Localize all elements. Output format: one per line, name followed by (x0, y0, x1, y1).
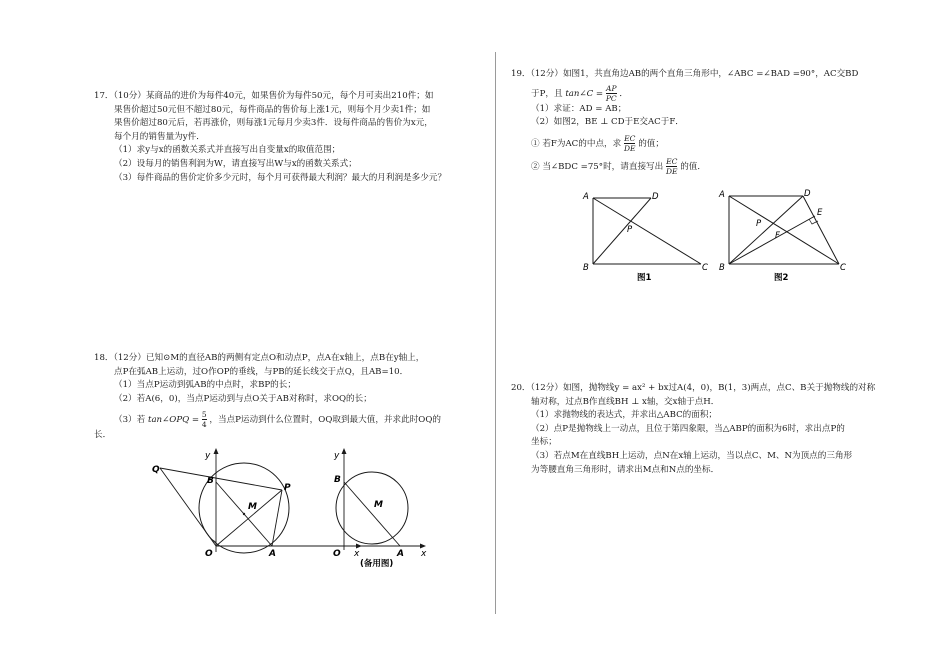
label-p: P (627, 225, 633, 235)
p20-sub-2: （2）点P是抛物线上一动点，且位于第四象限，当△ABP的面积为6时，求出点P的 (531, 423, 845, 434)
label-c: C (840, 263, 846, 273)
label-b: B (583, 263, 589, 273)
label-b: B (719, 263, 725, 273)
label-f: F (775, 231, 780, 241)
p19-sub-2-2 (511, 157, 903, 176)
p18-line-2: 点P在弧AB上运动，过O作OP的垂线，与PB的延长线交于点Q，且AB=10． (114, 366, 409, 377)
p19-fraction-ec-de-2 (666, 157, 678, 176)
p19-line-1: 19．（12分）如图1，共直角边AB的两个直角三角形中，∠ABC =∠BAD =90°，AC交BD (511, 69, 859, 79)
label-c: C (702, 263, 708, 273)
label-e: E (817, 208, 823, 218)
p18-figure-backup (330, 446, 430, 570)
p20-line-2: 轴对称，过点B作直线BH ⊥ x轴，交x轴于点H． (531, 396, 720, 407)
label-y: y (334, 451, 340, 461)
p18-sub-2: （2）若A(6，0)，当点P运动到与点O关于AB对称时，求OQ的长； (114, 393, 372, 404)
problem-18 (94, 352, 486, 443)
p19-frac-den: PC (605, 93, 617, 103)
figure-1-caption: 图1 (637, 273, 652, 282)
label-a: A (269, 549, 276, 559)
p17-line-1: 17．（10分）某商品的进价为每件40元，如果售价为每件50元，每个月可卖出210件；如 (94, 91, 434, 101)
p20-sub-1: （1）求抛物线的表达式，并求出△ABC的面积； (531, 410, 718, 421)
p19-sub22-prefix: ② 当∠BDC =75°时，请直接写出 (531, 161, 664, 172)
label-d: D (652, 192, 659, 202)
circle-m (336, 472, 408, 544)
p19-line2-math: tan∠C = (565, 88, 604, 99)
label-x: x (354, 549, 360, 559)
p18-sub3-fraction (202, 410, 207, 429)
p19-frac-num: AP (606, 83, 617, 93)
label-d: D (804, 189, 811, 199)
p18-sub-1: （1）当点P运动到弧AB的中点时，求BP的长； (114, 380, 296, 391)
label-p: P (756, 219, 762, 229)
p17-sub-2: （2）设每月的销售利润为W，请直接写出W与x的函数关系式； (114, 158, 357, 169)
problem-20 (511, 382, 903, 477)
label-a: A (719, 190, 725, 200)
segment-bd (729, 196, 803, 264)
problem-17 (94, 90, 486, 185)
p19-sub-2-1 (511, 134, 903, 153)
figure-2-caption: 图2 (774, 273, 789, 282)
p20-sub-2-cont: 坐标； (531, 437, 557, 448)
problem-19 (511, 68, 903, 176)
p20-sub-3: （3）若点M在直线BH上运动，点N在x轴上运动，当以点C、M、N为顶点的三角形 (531, 450, 853, 461)
segment-be (729, 216, 815, 264)
p20-line-1: 20．（12分）如图，抛物线y = ax² + bx过A(4，0)，B(1，3)两点，点C、B关于抛物线的对称 (511, 383, 876, 393)
p18-sub3-prefix: （3）若 (114, 415, 146, 426)
point-m (243, 513, 245, 515)
segment-dc (803, 196, 839, 264)
label-m: M (248, 502, 257, 512)
p17-line-2: 果售价超过50元但不超过80元，每件商品的售价每上涨1元，则每个月少卖1件；如 (114, 104, 431, 115)
label-b: B (207, 476, 214, 486)
segment-ab (344, 482, 400, 546)
p19-sub21-prefix: ① 若F为AC的中点，求 (531, 138, 622, 149)
p19-frac1-num: EC (624, 133, 636, 143)
label-p: P (284, 483, 291, 493)
p19-line2-suffix: ． (619, 88, 629, 99)
p19-frac2-num: EC (666, 156, 678, 166)
p17-line-4: 每个月的销售量为y件． (114, 131, 205, 142)
segment-pa (272, 490, 282, 546)
p18-frac-num: 5 (201, 410, 207, 420)
segment-op (216, 490, 282, 546)
label-q: Q (152, 465, 160, 475)
p19-sub22-suffix: 的值． (680, 161, 706, 172)
p19-frac1-den: DE (623, 143, 636, 153)
segment-ac (729, 196, 839, 264)
p19-sub21-suffix: 的值； (638, 138, 664, 149)
figure-caption: (备用图) (360, 559, 394, 569)
p20-sub-3-cont: 为等腰直角三角形时，请求出M点和N点的坐标． (531, 464, 720, 475)
p17-sub-3: （3）每件商品的售价定价多少元时，每个月可获得最大利润？最大的月利润是多少元？ (114, 172, 447, 183)
p18-sub3-suffix: ，当点P运动到什么位置时，OQ取到最大值，并求此时OQ的 (209, 415, 441, 426)
p18-line-1: 18．（12分）已知⊙M的直径AB的两侧有定点O和动点P，点A在x轴上，点B在y轴上， (94, 353, 425, 363)
segment-ac (593, 198, 701, 264)
label-m: M (374, 500, 383, 510)
p19-fraction-ec-de-1 (624, 134, 636, 153)
label-o: O (205, 549, 213, 559)
p18-sub3-math: tan∠OPQ = (147, 415, 200, 426)
p17-line-3: 果售价超过80元后，若再涨价，则每涨1元每月少卖3件．设每件商品的售价为x元， (114, 118, 433, 129)
p19-figure-1 (581, 188, 711, 282)
p18-frac-den: 4 (201, 420, 207, 430)
y-axis-arrow (342, 448, 347, 454)
label-x: x (421, 549, 427, 559)
label-a: A (583, 192, 589, 202)
p18-sub-3-end: 长． (94, 430, 112, 441)
x-axis-arrow (420, 544, 426, 549)
column-divider (495, 52, 496, 614)
p17-sub-1: （1）求y与x的函数关系式并直接写出自变量x的取值范围； (114, 145, 341, 156)
p19-line2-prefix: 于P，且 (531, 88, 563, 99)
segment-qp (160, 468, 282, 490)
label-o: O (333, 549, 341, 559)
right-angle-mark (809, 219, 818, 224)
p19-figure-2 (717, 186, 847, 282)
p19-line-2 (511, 84, 903, 103)
p19-fraction-ap-pc (606, 84, 617, 103)
y-axis-arrow (214, 448, 219, 454)
label-y: y (205, 451, 211, 461)
label-b: B (334, 475, 341, 485)
p19-sub-1: （1）求证：AD = AB； (531, 103, 627, 114)
p19-sub-2: （2）如图2，BE ⊥ CD于E交AC于F． (531, 117, 684, 128)
p19-frac2-den: DE (665, 166, 678, 176)
segment-bd (593, 198, 651, 264)
label-a: A (397, 549, 404, 559)
p18-sub-3 (94, 410, 486, 429)
